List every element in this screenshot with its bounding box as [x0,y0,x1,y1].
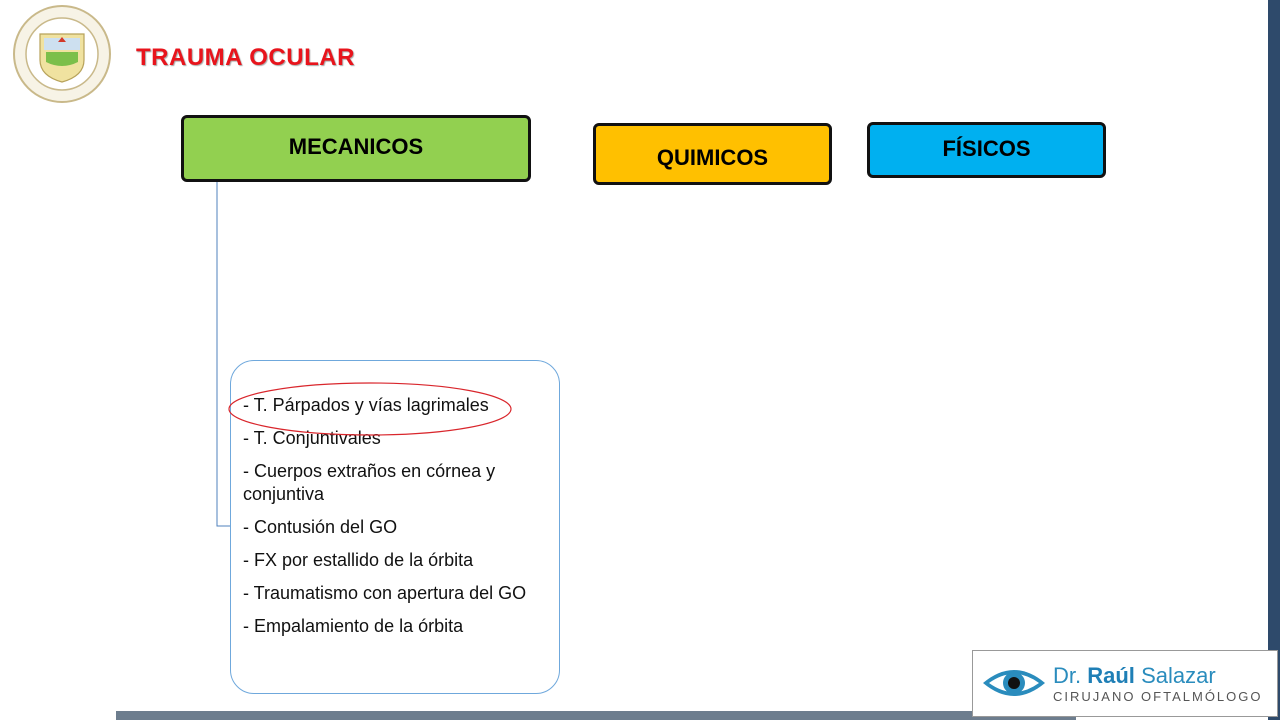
right-accent-bar [1268,0,1280,720]
brand-badge [972,650,1278,717]
brand-first-name: Raúl [1087,663,1135,688]
brand-last-name: Salazar [1141,663,1216,688]
eye-icon [981,663,1047,703]
list-item: - FX por estallido de la órbita [243,550,474,570]
list-item: - Cuerpos extraños en córnea y conjuntiva [243,461,496,504]
category-mecanicos: MECANICOS [181,115,531,182]
category-quimicos: QUIMICOS [593,123,832,185]
mecanicos-list [243,394,533,648]
brand-name [1053,663,1216,689]
list-item: - Empalamiento de la órbita [243,616,464,636]
brand-prefix: Dr. [1053,663,1082,688]
university-seal-icon [8,4,116,104]
category-fisicos: FÍSICOS [867,122,1106,178]
bottom-accent-bar [116,711,1076,720]
list-item: - Traumatismo con apertura del GO [243,583,527,603]
list-item: - Contusión del GO [243,517,398,537]
brand-subtitle: CIRUJANO OFTALMÓLOGO [1053,689,1263,704]
list-item: - T. Párpados y vías lagrimales [243,395,489,415]
list-item: - T. Conjuntivales [243,428,381,448]
page-title: TRAUMA OCULAR [136,44,355,71]
